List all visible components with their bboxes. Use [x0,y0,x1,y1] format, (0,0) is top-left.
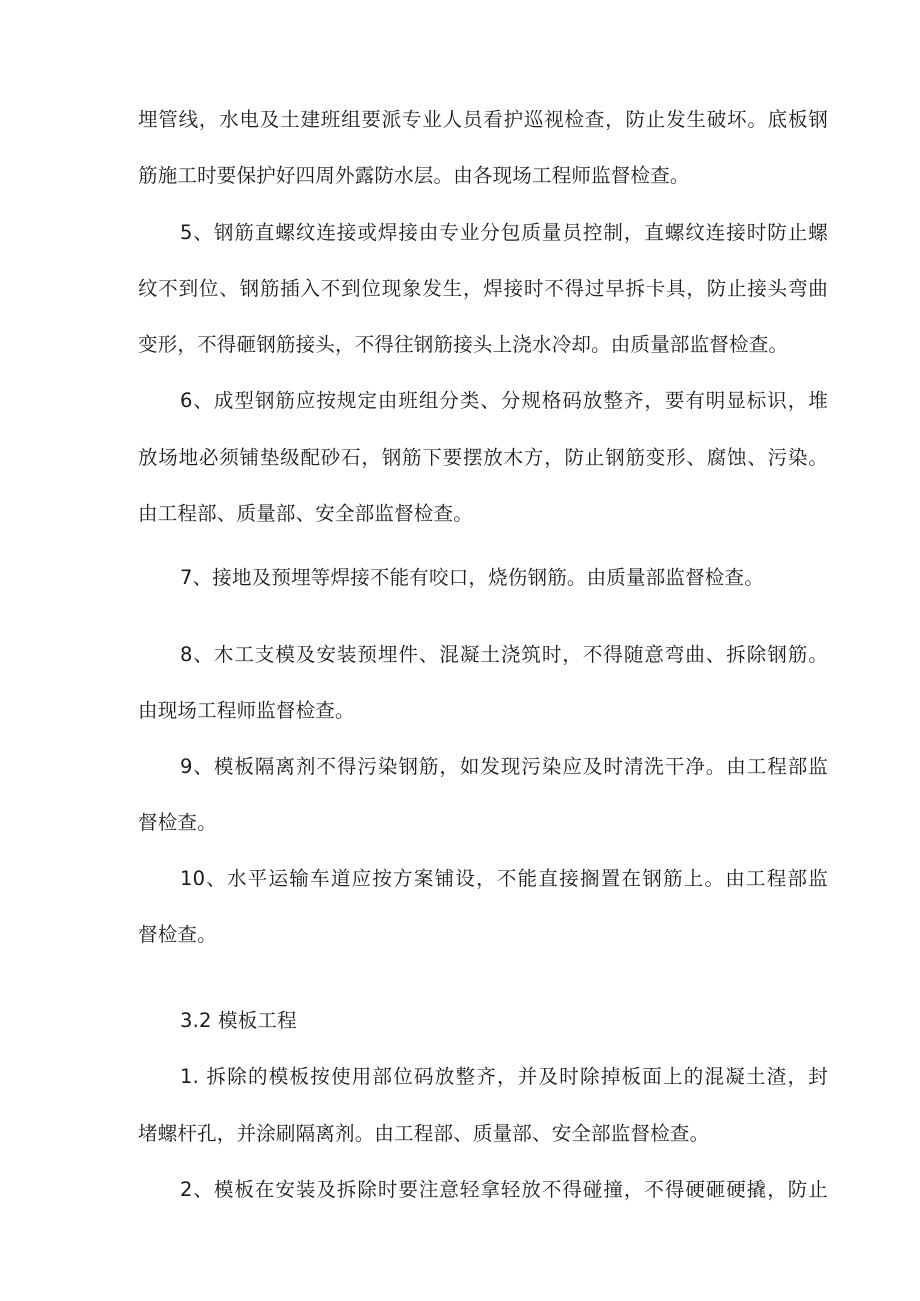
paragraph-line: 10、水平运输车道应按方案铺设，不能直接搁置在钢筋上。由工程部监 [180,867,828,890]
paragraph-line: 由现场工程师监督检查。 [138,699,355,722]
paragraph-line: 9、模板隔离剂不得污染钢筋，如发现污染应及时清洗干净。由工程部监 [180,755,828,778]
paragraph-line: 堵螺杆孔，并涂刷隔离剂。由工程部、质量部、安全部监督检查。 [138,1122,710,1145]
paragraph-line: 2、模板在安装及拆除时要注意轻拿轻放不得碰撞，不得硬砸硬撬，防止 [180,1178,828,1201]
paragraph-line: 筋施工时要保护好四周外露防水层。由各现场工程师监督检查。 [138,164,690,187]
paragraph-line: 督检查。 [138,811,217,834]
paragraph-line: 放场地必须铺垫级配砂石，钢筋下要摆放木方，防止钢筋变形、腐蚀、污染。 [138,446,828,469]
paragraph-line: 督检查。 [138,923,217,946]
paragraph-line: 变形，不得砸钢筋接头，不得往钢筋接头上浇水冷却。由质量部监督检查。 [138,333,789,356]
paragraph-line: 8、木工支模及安装预埋件、混凝土浇筑时，不得随意弯曲、拆除钢筋。 [180,643,828,666]
paragraph-line: 埋管线，水电及土建班组要派专业人员看护巡视检查，防止发生破坏。底板钢 [138,108,828,131]
paragraph-line: 由工程部、质量部、安全部监督检查。 [138,502,473,525]
paragraph-line: 7、接地及预埋等焊接不能有咬口，烧伤钢筋。由质量部监督检查。 [180,566,764,589]
paragraph-line: 5、钢筋直螺纹连接或焊接由专业分包质量员控制，直螺纹连接时防止螺 [180,221,828,244]
paragraph-line: 1. 拆除的模板按使用部位码放整齐，并及时除掉板面上的混凝土渣，封 [180,1065,828,1088]
section-heading: 3.2 模板工程 [180,1009,297,1032]
paragraph-line: 纹不到位、钢筋插入不到位现象发生，焊接时不得过早拆卡具，防止接头弯曲 [138,277,828,300]
paragraph-line: 6、成型钢筋应按规定由班组分类、分规格码放整齐，要有明显标识，堆 [180,389,828,412]
